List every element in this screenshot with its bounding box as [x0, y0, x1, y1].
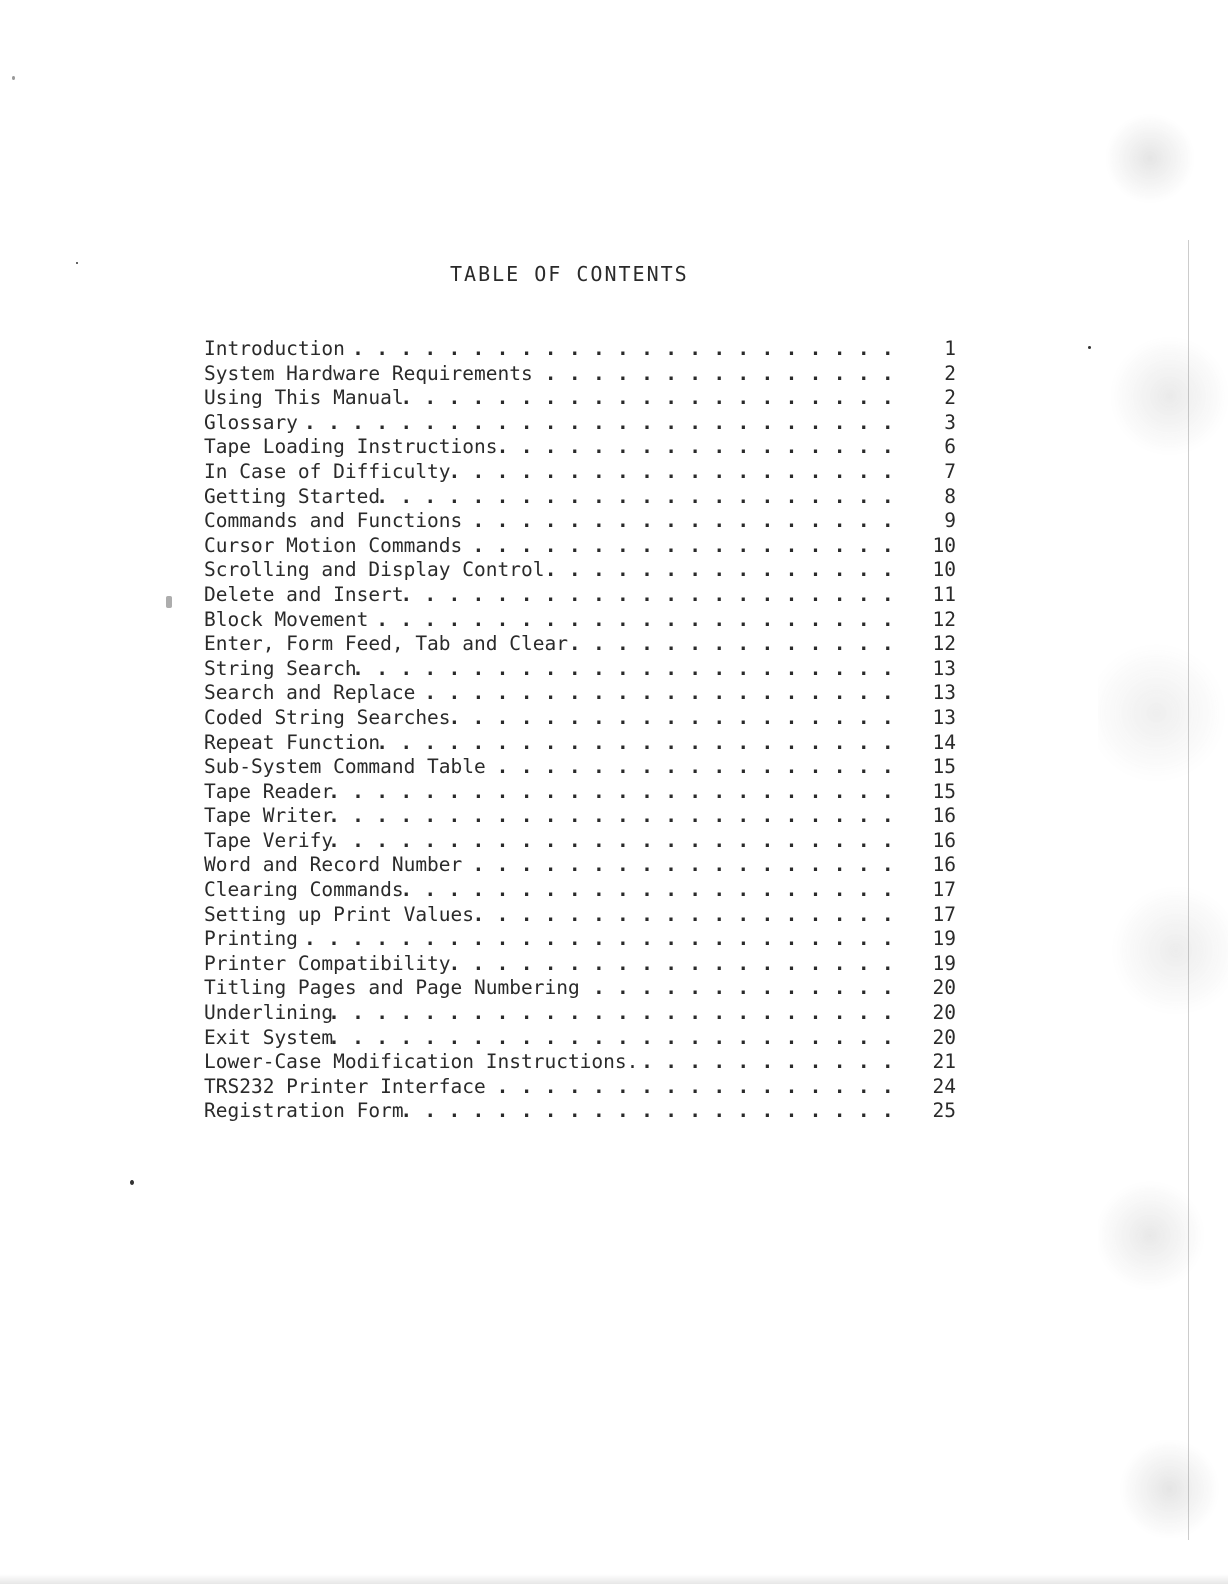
- toc-entry-label: TRS232 Printer Interface: [204, 1074, 486, 1098]
- toc-entry: [204, 681, 956, 706]
- toc-entry-label: Clearing Commands: [204, 878, 404, 902]
- toc-dot-leader: . . . . . . . . . . . . . . . . . . . . . . .: [352, 656, 906, 680]
- toc-dot-leader: . . . . . . . . . . . . . . . . . . . . . . .: [352, 337, 906, 360]
- toc-dot-leader: . . . . . . . . . . . . . . . . . .: [472, 853, 906, 877]
- toc-entry-label: In Case of Difficulty: [204, 459, 451, 483]
- toc-entry: [204, 1001, 956, 1026]
- toc-entry: [204, 927, 956, 952]
- toc-entry-page: 12: [932, 607, 956, 631]
- toc-entry-page: 20: [932, 1001, 956, 1025]
- toc-entry-page: 17: [932, 878, 956, 902]
- toc-dot-leader: . . . . . . . . . . . . . . . . . . . . . .: [376, 607, 906, 631]
- toc-entry-page: 20: [932, 976, 956, 1000]
- toc-dot-leader: . . . . . . . . . . . . . . . . . . . . . . . .: [328, 804, 906, 828]
- toc-entry-page: 13: [932, 705, 956, 729]
- scan-speck: [166, 596, 172, 608]
- toc-entry-page: 19: [932, 927, 956, 951]
- scan-speck: [130, 1180, 134, 1185]
- toc-entry: [204, 608, 956, 633]
- toc-entry-label: Introduction: [204, 337, 345, 360]
- toc-entry-page: 1: [944, 337, 956, 360]
- toc-entry: [204, 485, 956, 510]
- toc-entry: [204, 706, 956, 731]
- toc-entry-page: 8: [944, 484, 956, 508]
- toc-dot-leader: . . . . . . . . . . . . . . . . . . . . . . . . .: [304, 410, 906, 434]
- toc-dot-leader: . . . . . . . . . . . . . . . . . . .: [448, 705, 906, 729]
- toc-entry-label: Getting Started: [204, 484, 381, 508]
- toc-dot-leader: . . . . . . . . . . . . . . . . . . . . .: [400, 582, 906, 606]
- toc-entry-label: Cursor Motion Commands: [204, 533, 463, 557]
- toc-entry-page: 17: [932, 902, 956, 926]
- toc-dot-leader: . . . . . . . . . . . . . . . . . . .: [448, 459, 906, 483]
- toc-entry: [204, 632, 956, 657]
- toc-entry-page: 2: [944, 386, 956, 410]
- toc-entry-page: 13: [932, 681, 956, 705]
- toc-dot-leader: . . . . . . . . . . . . . . . . . . . . . .: [376, 730, 906, 754]
- scan-speck: [12, 76, 15, 80]
- toc-dot-leader: . . . . . . . . . . . . . .: [568, 632, 906, 656]
- toc-entry-page: 9: [944, 509, 956, 533]
- toc-dot-leader: . . . . . . . . . . . . . . .: [544, 361, 906, 385]
- toc-entry-label: Tape Writer: [204, 804, 334, 828]
- toc-entry-page: 19: [932, 951, 956, 975]
- scan-fold-line: [1188, 240, 1189, 1540]
- toc-entry-label: Underlining: [204, 1001, 334, 1025]
- toc-entry: [204, 1050, 956, 1075]
- page-title: TABLE OF CONTENTS: [450, 262, 689, 286]
- toc-entry: [204, 558, 956, 583]
- toc-entry-page: 6: [944, 435, 956, 459]
- scan-speck: [1088, 346, 1091, 349]
- toc-entry-page: 7: [944, 459, 956, 483]
- toc-entry-label: Exit System: [204, 1025, 334, 1049]
- toc-dot-leader: . . . . . . . . . . . . . . . . . . . . . . . .: [328, 779, 906, 803]
- toc-entry-label: Glossary: [204, 410, 298, 434]
- toc-entry: [204, 804, 956, 829]
- toc-entry-page: 16: [932, 804, 956, 828]
- toc-entry-label: Sub-System Command Table: [204, 755, 486, 779]
- toc-entry-page: 10: [932, 533, 956, 557]
- toc-entry: [204, 337, 956, 362]
- toc-entry-label: Commands and Functions: [204, 509, 463, 533]
- toc-dot-leader: . . . . . . . . . . . . . . . . . . .: [448, 951, 906, 975]
- toc-entry: [204, 1099, 956, 1124]
- scan-speck: [76, 262, 78, 264]
- scan-noise-bottom: [0, 1574, 1228, 1584]
- toc-entry-page: 20: [932, 1025, 956, 1049]
- toc-entry: [204, 903, 956, 928]
- toc-dot-leader: . . . . . . . . . . . . . . . . . . . . .: [400, 1099, 906, 1123]
- toc-entry-page: 24: [932, 1074, 956, 1098]
- toc-entry: [204, 1026, 956, 1051]
- toc-entry: [204, 583, 956, 608]
- toc-dot-leader: . . . . . . . . . . . . . . . . . . . . .: [400, 878, 906, 902]
- toc-entry-label: Tape Verify: [204, 828, 334, 852]
- toc-dot-leader: . . . . . . . . . . . . . . . . . . . . .: [400, 386, 906, 410]
- toc-entry-label: Setting up Print Values: [204, 902, 475, 926]
- toc-entry-label: Tape Loading Instructions: [204, 435, 498, 459]
- toc-dot-leader: . . . . . . . . . . . . . . . . . .: [472, 509, 906, 533]
- toc-entry-label: Tape Reader: [204, 779, 334, 803]
- toc-entry-label: Coded String Searches: [204, 705, 451, 729]
- toc-dot-leader: . . . . . . . . . . . . .: [592, 976, 906, 1000]
- toc-dot-leader: . . . . . . . . . . . . . . . . . . . . . . . . .: [304, 927, 906, 951]
- toc-dot-leader: . . . . . . . . . . . . . . . . . . . . . . . .: [328, 1001, 906, 1025]
- toc-dot-leader: . . . . . . . . . . . . . . . . . . . . . .: [376, 484, 906, 508]
- toc-entry: [204, 362, 956, 387]
- toc-entry: [204, 386, 956, 411]
- toc-entry-label: Lower-Case Modification Instructions.: [204, 1050, 639, 1074]
- toc-dot-leader: . . . . . . . . . . . . . . . . . . . . . . . .: [328, 828, 906, 852]
- toc-dot-leader: . . . . . . . . . . . . . . .: [544, 558, 906, 582]
- toc-entry-page: 15: [932, 755, 956, 779]
- toc-entry-label: Registration Form: [204, 1099, 404, 1123]
- toc-entry-page: 3: [944, 410, 956, 434]
- toc-dot-leader: . . . . . . . . . . .: [641, 1050, 906, 1074]
- toc-entry: [204, 460, 956, 485]
- toc-entry-label: Printer Compatibility: [204, 951, 451, 975]
- toc-entry-label: Scrolling and Display Control: [204, 558, 545, 582]
- toc-entry: [204, 509, 956, 534]
- toc-entry: [204, 829, 956, 854]
- toc-dot-leader: . . . . . . . . . . . . . . . . .: [496, 435, 906, 459]
- toc-entry-label: Using This Manual: [204, 386, 404, 410]
- toc-entry-label: Word and Record Number: [204, 853, 463, 877]
- toc-entry-page: 12: [932, 632, 956, 656]
- toc-entry-label: System Hardware Requirements: [204, 361, 533, 385]
- toc-dot-leader: . . . . . . . . . . . . . . . . . . . . . . . .: [328, 1025, 906, 1049]
- toc-entry: [204, 780, 956, 805]
- toc-entry: [204, 952, 956, 977]
- toc-entry-page: 21: [932, 1050, 956, 1074]
- toc-entry: [204, 878, 956, 903]
- toc-entry-label: String Search: [204, 656, 357, 680]
- toc-entry: [204, 755, 956, 780]
- toc-entry: [204, 1075, 956, 1100]
- toc-entry-label: Titling Pages and Page Numbering: [204, 976, 580, 1000]
- toc-entry-page: 2: [944, 361, 956, 385]
- toc-entry: [204, 657, 956, 682]
- toc-entry-label: Search and Replace: [204, 681, 416, 705]
- toc-entry: [204, 534, 956, 559]
- toc-entry: [204, 411, 956, 436]
- toc-entry-page: 13: [932, 656, 956, 680]
- toc-entry: [204, 853, 956, 878]
- toc-entry-label: Repeat Function: [204, 730, 381, 754]
- toc-dot-leader: . . . . . . . . . . . . . . . . . .: [472, 902, 906, 926]
- toc-dot-leader: . . . . . . . . . . . . . . . . .: [496, 1074, 906, 1098]
- toc-entry-label: Printing: [204, 927, 298, 951]
- toc-entry-page: 15: [932, 779, 956, 803]
- toc-dot-leader: . . . . . . . . . . . . . . . . . . . .: [424, 681, 906, 705]
- toc-entry: [204, 435, 956, 460]
- toc-entry: [204, 976, 956, 1001]
- toc-entry-page: 11: [932, 582, 956, 606]
- toc-dot-leader: . . . . . . . . . . . . . . . . . .: [472, 533, 906, 557]
- toc-entry-page: 25: [932, 1099, 956, 1123]
- toc-dot-leader: . . . . . . . . . . . . . . . . .: [496, 755, 906, 779]
- toc-entry-label: Delete and Insert: [204, 582, 404, 606]
- table-of-contents: [204, 337, 956, 1124]
- toc-entry-page: 16: [932, 853, 956, 877]
- toc-entry: [204, 731, 956, 756]
- toc-entry-page: 10: [932, 558, 956, 582]
- toc-entry-label: Enter, Form Feed, Tab and Clear: [204, 632, 568, 656]
- toc-entry-page: 16: [932, 828, 956, 852]
- toc-entry-page: 14: [932, 730, 956, 754]
- scan-noise-edge: [1098, 0, 1228, 1584]
- toc-entry-label: Block Movement: [204, 607, 369, 631]
